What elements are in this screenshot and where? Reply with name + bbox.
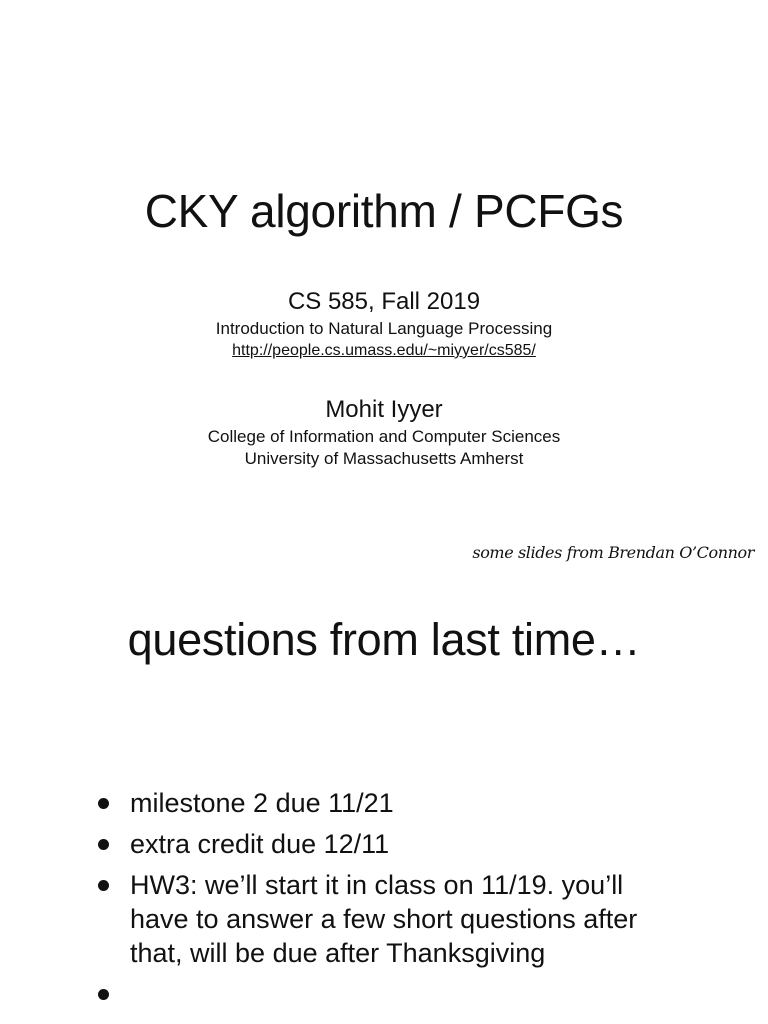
section-title: questions from last time… <box>127 614 641 665</box>
bullet-text: extra credit due 12/11 <box>130 829 390 859</box>
list-item <box>98 786 678 820</box>
author-info <box>0 394 768 470</box>
bullet-list <box>98 786 678 977</box>
author-name: Mohit Iyyer <box>325 396 443 423</box>
bullet-dot-icon <box>98 798 109 809</box>
bullet-dot-icon <box>98 989 109 1000</box>
bullet-dot-icon <box>98 880 109 891</box>
course-url-link[interactable]: http://people.cs.umass.edu/~miyyer/cs585/ <box>232 342 536 359</box>
affiliation-college: College of Information and Computer Sciences <box>207 427 561 446</box>
slide-title: CKY algorithm / PCFGs <box>144 185 624 237</box>
course-name: Introduction to Natural Language Processing <box>215 319 553 338</box>
bullet-dot-icon <box>98 839 109 850</box>
bullet-text: HW3: we’ll start it in class on 11/19. you’ll have to answer a few short questions after that, will be due after Thanksgiving <box>130 870 638 968</box>
course-info <box>0 286 768 362</box>
list-item <box>98 827 678 861</box>
affiliation-university: University of Massachusetts Amherst <box>244 449 524 468</box>
list-item <box>98 868 678 970</box>
course-code: CS 585, Fall 2019 <box>287 288 481 315</box>
slides-credit: some slides from Brendan O’Connor <box>472 543 754 562</box>
questions-slide <box>0 600 768 1024</box>
bullet-text: milestone 2 due 11/21 <box>130 788 394 818</box>
